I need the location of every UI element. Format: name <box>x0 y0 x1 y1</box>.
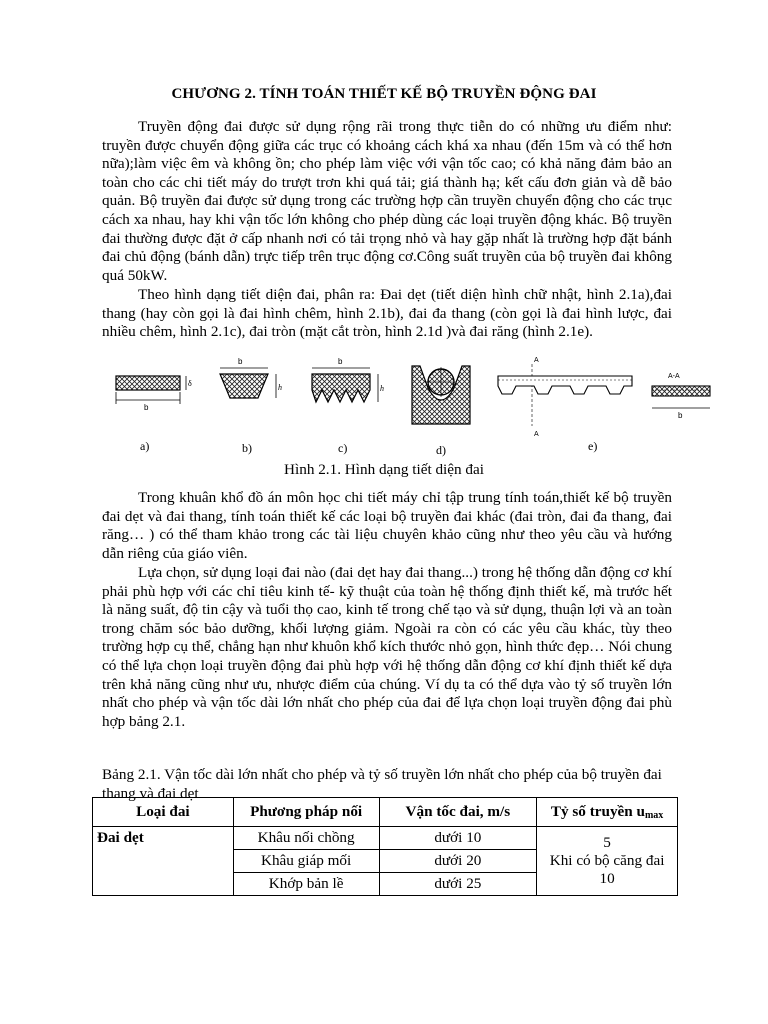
dim-h-b: h <box>278 383 282 392</box>
cell-belt-group: Đai dẹt <box>93 827 234 896</box>
dim-b-a: b <box>144 403 149 412</box>
cell-ratio <box>537 827 678 896</box>
round-belt-section <box>412 366 470 424</box>
cell-speed: dưới 20 <box>379 850 537 873</box>
cell-speed: dưới 10 <box>379 827 537 850</box>
cell-speed: dưới 25 <box>379 873 537 896</box>
section-label-aa: A-A <box>668 373 680 380</box>
cell-method: Khớp bản lề <box>233 873 379 896</box>
paragraph-intro: Truyền động đai được sử dụng rộng rãi trong thực tiễn do có những ưu điểm như: truyền được chuyển động giữa các trục có khoảng cách khá xa nhau (đến 15m và có thể hơn nữa);làm việc êm và không ồn; cho phép làm việc với vận tốc cao; có khả năng đảm bảo an toàn cho các chi tiết máy do trượt trơn khi quá tải; giá thành hạ; kết cấu đơn giản và dễ bảo quản. Bộ truyền đai được sử dụng trong các trường hợp cần truyền chuyển động cho các trục cách xa nhau, hay khi vận tốc lớn không cho phép dùng các loại truyền động khác. Bộ truyền đai thường được đặt ở cấp nhanh nơi có tải trọng nhỏ và hay gặp nhất là trường hợp đặt bánh đai chủ động (bánh dẫn) trực tiếp trên trục động cơ.Công suất truyền của bộ truyền đai không quá 50kW. <box>102 118 672 284</box>
v-belt-section <box>220 357 282 398</box>
ratio-value: 5 <box>603 834 611 851</box>
belt-spec-table <box>92 797 678 896</box>
header-speed: Vận tốc đai, m/s <box>379 798 537 827</box>
header-join-method: Phương pháp nối <box>233 798 379 827</box>
paragraph-scope: Trong khuân khổ đồ án môn học chi tiết máy chỉ tập trung tính toán,thiết kế bộ truyền đai dẹt và đai thang, tính toán thiết kế các loại bộ truyền đai khác (đai tròn, đai đa thang, đai răng… ) có thể tham khảo trong các tài liệu chuyên khảo cũng như theo yêu cầu và hướng dẫn riêng của giáo viên. <box>102 489 672 562</box>
table-caption: Bảng 2.1. Vận tốc dài lớn nhất cho phép và tỷ số truyền lớn nhất cho phép của bộ truyền đai thang và đai dẹt <box>102 766 662 802</box>
timing-belt-section <box>498 357 710 438</box>
cell-method: Khâu giáp mối <box>233 850 379 873</box>
paragraph-selection: Lựa chọn, sử dụng loại đai nào (đai dẹt hay đai thang...) trong hệ thống dẫn động cơ khí phải phù hợp với các chỉ tiêu kinh tế- kỹ thuật của toàn hệ thống định thiết kế, mà trước hết là năng suất, độ tin cậy và tuổi thọ cao, kinh tế trong chế tạo và sử dụng, thuận lợi và an toàn trong chăm sóc bảo dưỡng, khối lượng giảm. Ngoài ra còn có các yêu cầu khác, tùy theo trường hợp cụ thể, chẳng hạn như khuôn khổ kích thước nhỏ gọn, hình thức đẹp… Nói chung có thể lựa chọn loại truyền động đai phù hợp với hệ thống dẫn động cơ khí định thiết kế dựa trên khả năng cũng như ưu, nhược điểm của chúng. Ví dụ ta có thể dựa vào tỷ số truyền lớn nhất cho phép và vận tốc dài lớn nhất cho phép của đai để lựa chọn loại truyền động đai phù hợp bảng 2.1. <box>102 564 672 730</box>
section-mark-a-top: A <box>534 357 539 364</box>
chapter-title: CHƯƠNG 2. TÍNH TOÁN THIẾT KẾ BỘ TRUYỀN ĐỘNG ĐAI <box>171 86 597 102</box>
cell-method: Khâu nối chồng <box>233 827 379 850</box>
header-ratio: Tỷ số truyền $u_{max}$ <box>537 798 678 827</box>
dim-b-c: b <box>338 357 343 366</box>
table-row <box>93 827 678 850</box>
flat-belt-section <box>116 376 192 412</box>
figure-caption: Hình 2.1. Hình dạng tiết diện đai <box>284 461 484 478</box>
section-mark-a-bottom: A <box>534 431 539 438</box>
table-header-row <box>93 798 678 827</box>
dim-b-b: b <box>238 357 243 366</box>
label-b: b) <box>242 441 252 455</box>
poly-v-belt-section <box>312 357 384 402</box>
paragraph-classification: Theo hình dạng tiết diện đai, phân ra: Đai dẹt (tiết diện hình chữ nhật, hình 2.1a),đai thang (hay còn gọi là đai hình chêm, hình 2.1b), đai đa thang (còn gọi là đai hình lược, đai nhiều chêm, hình 2.1c), đai tròn (mặt cắt tròn, hình 2.1d )và đai răng (hình 2.1e). <box>102 286 672 341</box>
dim-h-c: h <box>380 384 384 393</box>
ratio-note: Khi có bộ căng đai 10 <box>549 852 665 887</box>
label-a: a) <box>140 439 150 453</box>
belt-cross-section-figure <box>102 354 722 460</box>
label-d: d) <box>436 443 446 457</box>
label-e: e) <box>588 439 598 453</box>
dim-b-e: b <box>678 411 683 420</box>
header-belt-type: Loại đai <box>93 798 234 827</box>
label-c: c) <box>338 441 348 455</box>
dim-delta: δ <box>188 379 192 388</box>
